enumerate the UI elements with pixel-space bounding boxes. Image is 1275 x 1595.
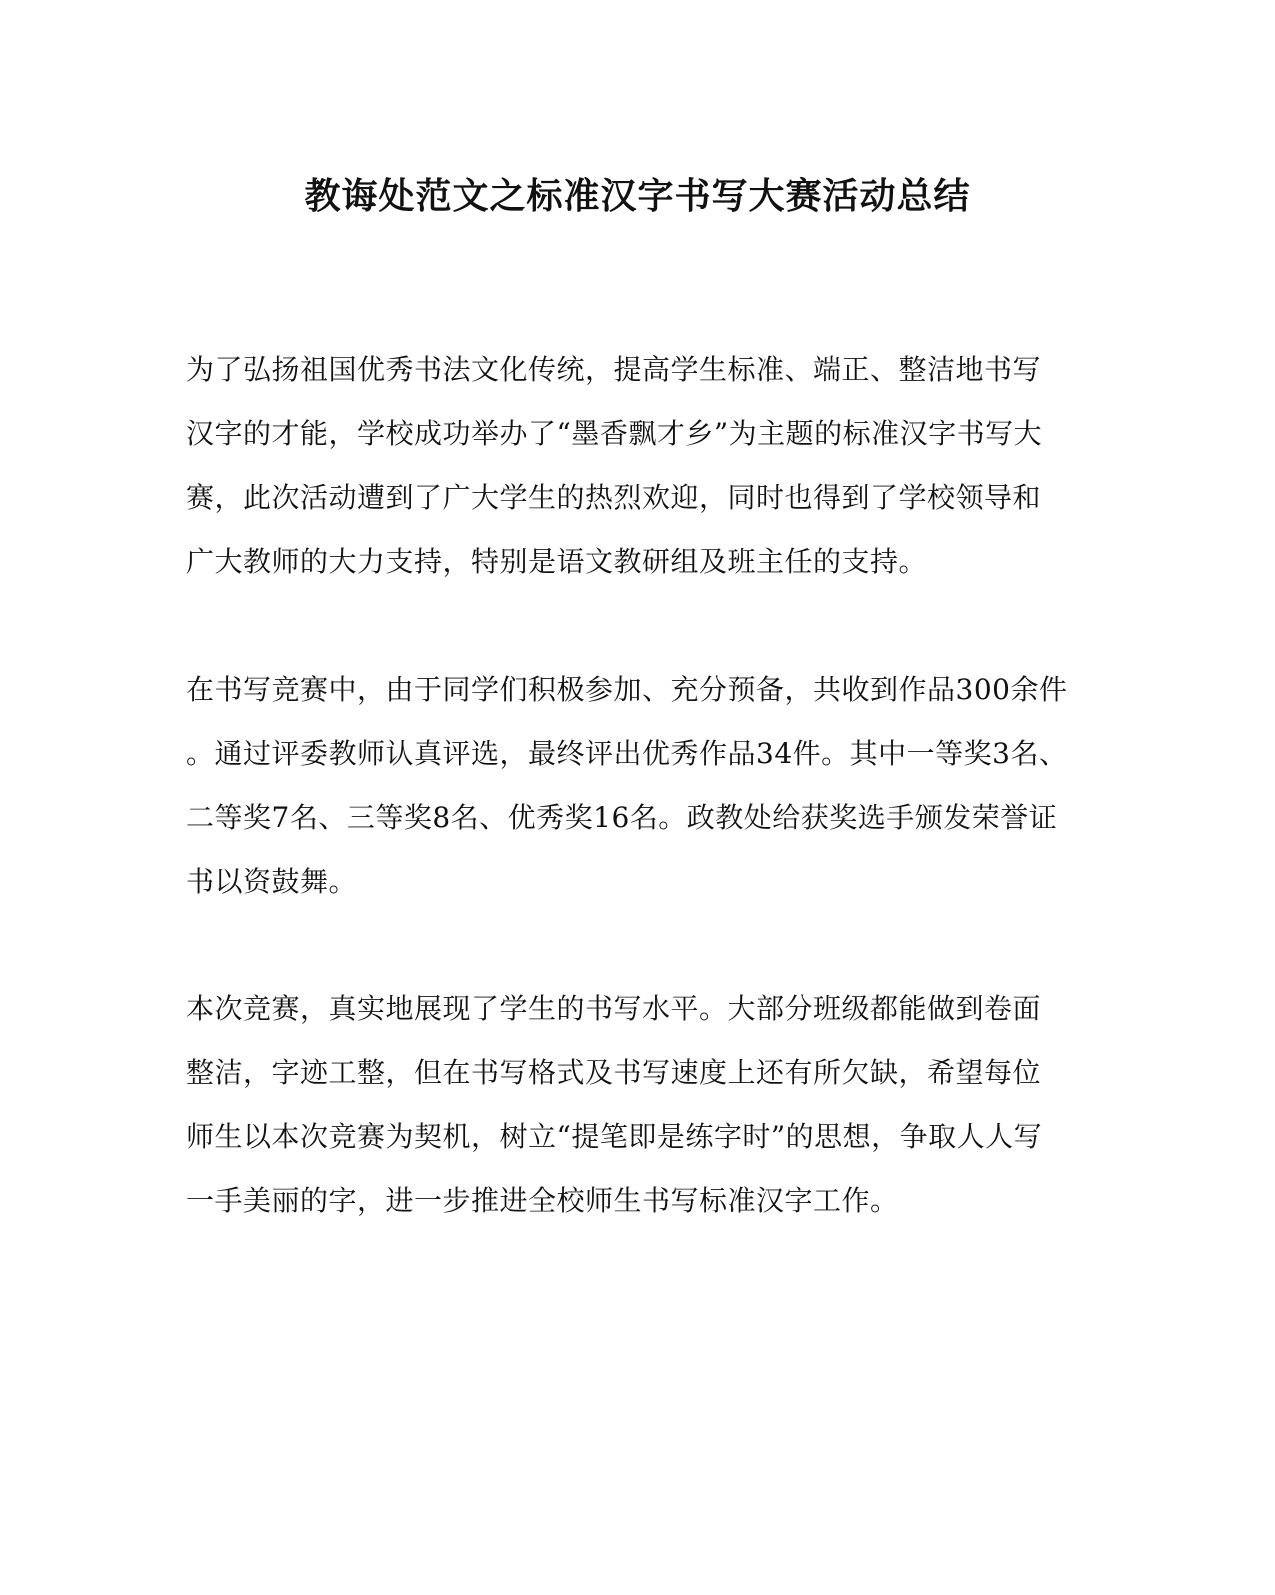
paragraph-2 — [186, 658, 1066, 914]
paragraph-line: 师生以本次竞赛为契机，树立“提笔即是练字时”的思想，争取人人写 — [186, 1120, 1043, 1153]
paragraph-line: 书以资鼓舞。 — [186, 865, 358, 898]
paragraph-1 — [186, 338, 1066, 594]
paragraph-line: 广大教师的大力支持，特别是语文教研组及班主任的支持。 — [186, 545, 928, 578]
paragraph-line: 赛，此次活动遭到了广大学生的热烈欢迎，同时也得到了学校领导和 — [186, 481, 1042, 514]
paragraph-line: 为了弘扬祖国优秀书法文化传统，提高学生标准、端正、整洁地书写 — [186, 353, 1042, 386]
paragraph-3 — [186, 977, 1066, 1233]
paragraph-line: 汉字的才能，学校成功举办了“墨香飘才乡”为主题的标准汉字书写大 — [186, 417, 1043, 450]
paragraph-line: 本次竞赛，真实地展现了学生的书写水平。大部分班级都能做到卷面 — [186, 992, 1042, 1025]
document-title: 教诲处范文之标准汉字书写大赛活动总结 — [304, 175, 971, 217]
paragraph-line: 二等奖7名、三等奖8名、优秀奖16名。政教处给获奖选手颁发荣誉证 — [186, 801, 1058, 834]
paragraph-line: 在书写竞赛中，由于同学们积极参加、充分预备，共收到作品300余件 — [186, 673, 1068, 706]
paragraph-line: 整洁，字迹工整，但在书写格式及书写速度上还有所欠缺，希望每位 — [186, 1056, 1042, 1089]
paragraph-line: 一手美丽的字，进一步推进全校师生书写标准汉字工作。 — [186, 1184, 899, 1217]
paragraph-line: 。通过评委教师认真评选，最终评出优秀作品34件。其中一等奖3名、 — [186, 737, 1068, 770]
